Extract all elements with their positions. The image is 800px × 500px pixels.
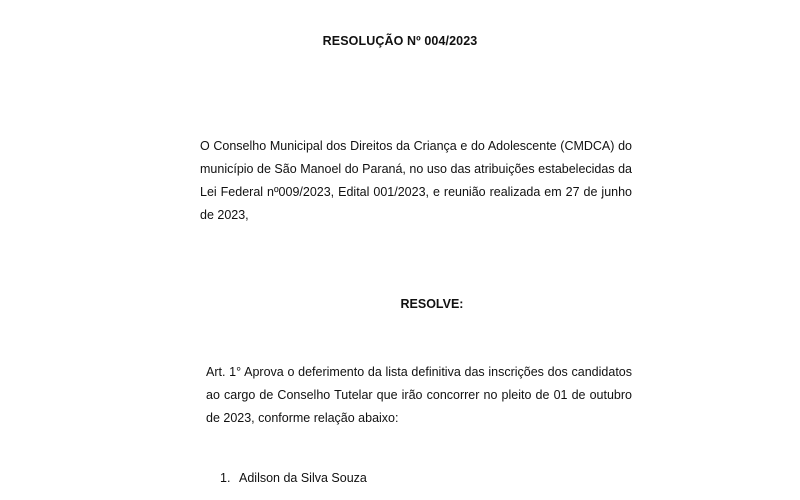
resolve-heading: RESOLVE: [400,297,464,311]
list-item-number: 1. [220,471,231,485]
article-1-paragraph: Art. 1° Aprova o deferimento da lista definitiva das inscrições dos candidatos ao cargo de Conselho Tutelar que irão concorrer no pleito de 01 de outubro de 2023, conforme relação abaixo: [206,365,632,425]
preamble-paragraph: O Conselho Municipal dos Direitos da Criança e do Adolescente (CMDCA) do município de São Manoel do Paraná, no uso das atribuições estabelecidas da Lei Federal nº009/2023, Edital 001/2023, e reunião realizada em 27 de junho de 2023, [200,139,632,222]
list-item-name: Adilson da Silva Souza [239,471,367,485]
document-title: RESOLUÇÃO Nº 004/2023 [322,34,478,48]
list-item [220,467,367,490]
candidate-list [220,467,367,490]
